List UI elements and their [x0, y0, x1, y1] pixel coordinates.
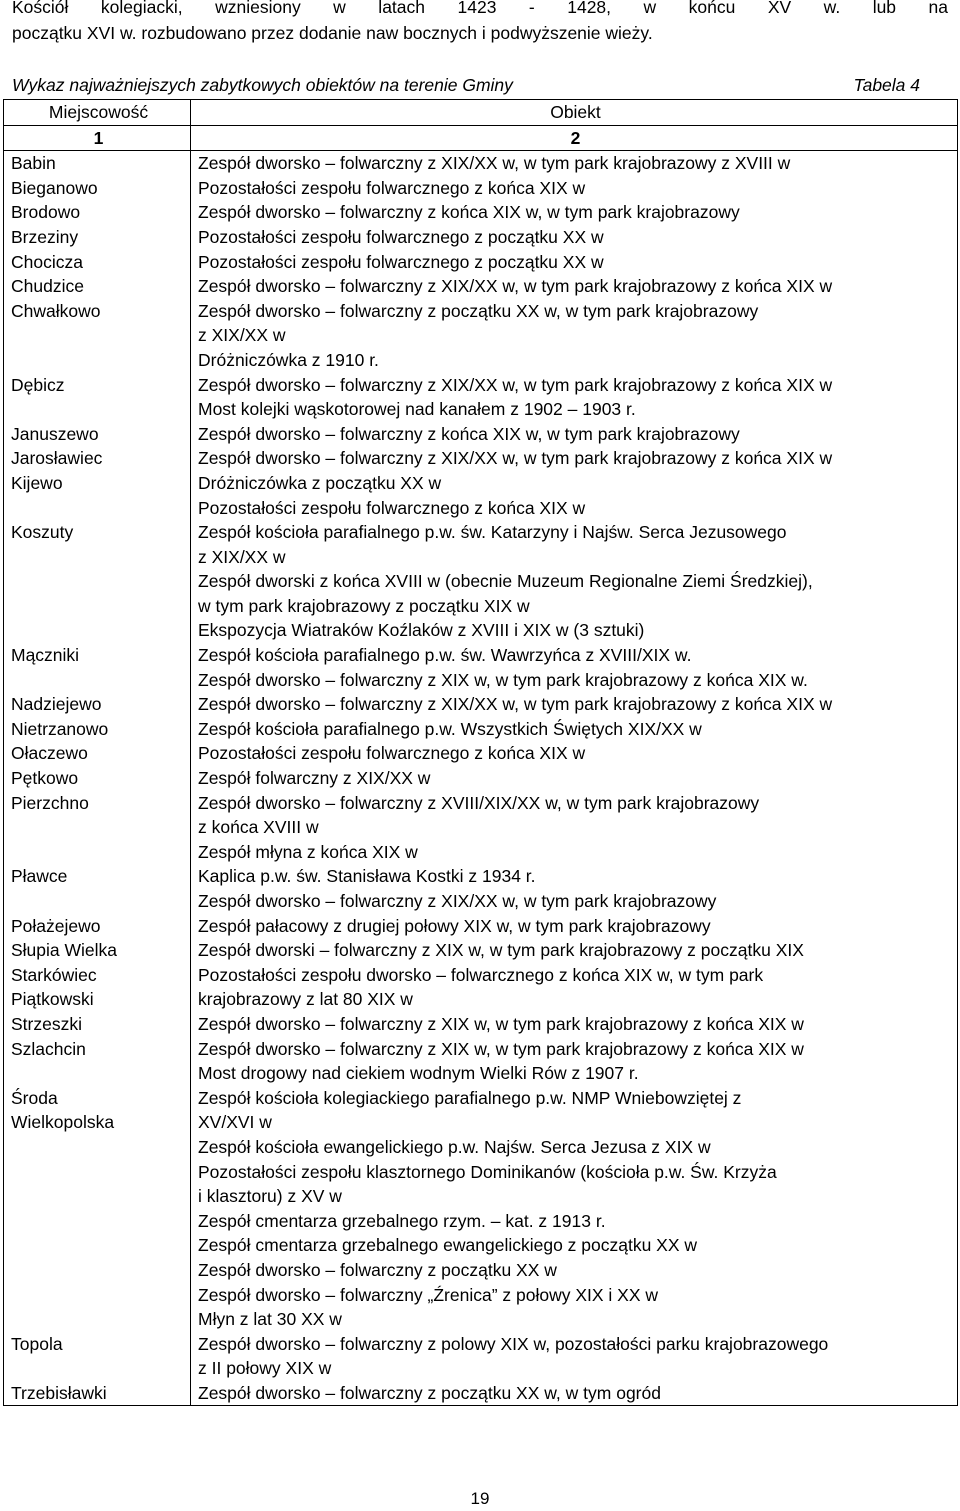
- place-name: Mączniki: [11, 645, 80, 666]
- place-name: Jarosławiec: [11, 448, 103, 469]
- table-number: Tabela 4: [853, 75, 920, 95]
- object-line: Zespół dworsko – folwarczny z XIX/XX w, w tym park krajobrazowy z końca XIX w: [198, 374, 833, 395]
- object-cell: [191, 741, 958, 766]
- object-line: Zespół dworsko – folwarczny z końca XIX w, w tym park krajobrazowy: [198, 202, 740, 223]
- place-cell: [4, 1332, 191, 1381]
- table-row: [4, 176, 958, 201]
- object-line: Zespół dworski z końca XVIII w (obecnie Muzeum Regionalne Ziemi Średzkiej),: [198, 571, 813, 592]
- object-line: Most kolejki wąskotorowej nad kanałem z 1902 – 1903 r.: [198, 399, 636, 420]
- place-name: Brzeziny: [11, 226, 79, 247]
- place-cell: [4, 176, 191, 201]
- table-row: [4, 446, 958, 471]
- object-cell: [191, 274, 958, 299]
- object-cell: [191, 1332, 958, 1381]
- object-cell: [191, 520, 958, 643]
- object-cell: [191, 643, 958, 692]
- table-row: [4, 914, 958, 939]
- object-line: z końca XVIII w: [198, 817, 319, 838]
- object-line: XV/XVI w: [198, 1112, 272, 1133]
- table-row: [4, 1037, 958, 1086]
- place-cell: [4, 864, 191, 913]
- object-line: i klasztoru) z XV w: [198, 1186, 342, 1207]
- place-name-part: Piątkowski: [11, 989, 94, 1010]
- place-cell: [4, 1381, 191, 1406]
- object-line: Zespół dworsko – folwarczny z początku XX w: [198, 1259, 557, 1280]
- place-name: Kijewo: [11, 472, 63, 493]
- object-cell: [191, 717, 958, 742]
- object-line: Zespół dworsko – folwarczny z XVIII/XIX/XX w, w tym park krajobrazowy: [198, 792, 760, 813]
- object-cell: [191, 1012, 958, 1037]
- object-cell: [191, 1037, 958, 1086]
- object-line: Zespół pałacowy z drugiej połowy XIX w, w tym park krajobrazowy: [198, 915, 711, 936]
- object-cell: [191, 200, 958, 225]
- place-name: Ołaczewo: [11, 743, 88, 764]
- place-cell: [4, 520, 191, 643]
- place-name: Nadziejewo: [11, 694, 102, 715]
- monuments-table: [3, 99, 958, 1406]
- object-cell: [191, 151, 958, 176]
- place-cell: [4, 250, 191, 275]
- table-row: [4, 938, 958, 963]
- object-cell: [191, 471, 958, 520]
- object-line: Zespół folwarczny z XIX/XX w: [198, 768, 431, 789]
- object-line: Pozostałości zespołu folwarcznego z końca XIX w: [198, 177, 586, 198]
- intro-paragraph: [12, 0, 948, 46]
- object-cell: [191, 299, 958, 373]
- place-cell: [4, 299, 191, 373]
- place-name: Koszuty: [11, 522, 74, 543]
- table-row: [4, 643, 958, 692]
- object-line: Pozostałości zespołu folwarcznego z początku XX w: [198, 251, 604, 272]
- object-line: Ekspozycja Wiatraków Koźlaków z XVIII i XIX w (3 sztuki): [198, 620, 645, 641]
- object-cell: [191, 963, 958, 1012]
- place-name: Dębicz: [11, 374, 65, 395]
- place-name: Chocicza: [11, 251, 83, 272]
- place-name: Babin: [11, 153, 56, 174]
- object-cell: [191, 373, 958, 422]
- place-cell: [4, 766, 191, 791]
- object-cell: [191, 1381, 958, 1406]
- table-row: [4, 791, 958, 865]
- place-cell: [4, 692, 191, 717]
- object-line: Zespół dworsko – folwarczny z XIX/XX w, w tym park krajobrazowy z końca XIX w: [198, 276, 833, 297]
- object-line: Zespół dworsko – folwarczny z XIX/XX w, w tym park krajobrazowy: [198, 891, 717, 911]
- table-row: [4, 717, 958, 742]
- object-line: Zespół dworsko – folwarczny z XIX w, w tym park krajobrazowy z końca XIX w.: [198, 669, 808, 690]
- object-line: Zespół cmentarza grzebalnego rzym. – kat. z 1913 r.: [198, 1210, 606, 1231]
- table-row: [4, 741, 958, 766]
- object-line: Zespół kościoła ewangelickiego p.w. Najśw. Serca Jezusa z XIX w: [198, 1136, 711, 1157]
- object-cell: [191, 791, 958, 865]
- object-line: Młyn z lat 30 XX w: [198, 1309, 342, 1330]
- object-cell: [191, 225, 958, 250]
- column-number-1: 1: [4, 125, 191, 151]
- object-line: Zespół dworsko – folwarczny z końca XIX w, w tym park krajobrazowy: [198, 423, 740, 444]
- table-row: [4, 422, 958, 447]
- place-name: Szlachcin: [11, 1038, 86, 1059]
- table-row: [4, 692, 958, 717]
- place-cell: [4, 151, 191, 176]
- place-name: Brodowo: [11, 202, 81, 223]
- place-cell: [4, 225, 191, 250]
- object-line: Zespół dworsko – folwarczny z początku XX w, w tym ogród: [198, 1382, 661, 1403]
- place-name: Połażejewo: [11, 915, 101, 936]
- object-cell: [191, 766, 958, 791]
- place-name: Nietrzanowo: [11, 718, 109, 739]
- object-line: z II połowy XIX w: [198, 1358, 332, 1379]
- place-cell: [4, 938, 191, 963]
- place-name: Pławce: [11, 866, 68, 887]
- table-row: [4, 1086, 958, 1332]
- object-line: Kaplica p.w. św. Stanisława Kostki z 1934 r.: [198, 866, 536, 887]
- place-cell: [4, 741, 191, 766]
- place-name-part: Wielkopolska: [11, 1112, 115, 1133]
- table-row: [4, 373, 958, 422]
- place-name: Chudzice: [11, 276, 84, 297]
- place-cell: [4, 200, 191, 225]
- place-cell: [4, 446, 191, 471]
- place-name: Pętkowo: [11, 768, 79, 789]
- object-line: Most drogowy nad ciekiem wodnym Wielki Rów z 1907 r.: [198, 1063, 639, 1084]
- object-line: Zespół kościoła parafialnego p.w. Wszystkich Świętych XIX/XX w: [198, 718, 702, 739]
- place-cell: [4, 717, 191, 742]
- object-line: Zespół młyna z końca XIX w: [198, 841, 418, 862]
- place-name-part: Starkówiec: [11, 964, 97, 985]
- table-row: [4, 471, 958, 520]
- object-line: Dróżniczówka z początku XX w: [198, 472, 442, 493]
- table-title: Wykaz najważniejszych zabytkowych obiektów na terenie Gminy: [12, 75, 513, 95]
- object-line: Dróżniczówka z 1910 r.: [198, 349, 379, 370]
- object-cell: [191, 176, 958, 201]
- place-cell: [4, 422, 191, 447]
- place-cell: [4, 914, 191, 939]
- table-caption: [12, 72, 948, 98]
- object-cell: [191, 914, 958, 939]
- table-row: [4, 766, 958, 791]
- place-cell: [4, 643, 191, 692]
- object-line: Zespół dworsko – folwarczny z XIX/XX w, w tym park krajobrazowy z XVIII w: [198, 153, 791, 174]
- place-cell: [4, 1086, 191, 1332]
- header-place: Miejscowość: [4, 100, 191, 126]
- header-object: Obiekt: [191, 100, 958, 126]
- place-name: Pierzchno: [11, 792, 89, 813]
- table-row: [4, 250, 958, 275]
- object-line: w tym park krajobrazowy z początku XIX w: [198, 595, 530, 616]
- object-cell: [191, 938, 958, 963]
- table-row: [4, 151, 958, 176]
- object-line: z XIX/XX w: [198, 546, 286, 567]
- intro-line-2: początku XVI w. rozbudowano przez dodanie naw bocznych i podwyższenie wieży.: [12, 23, 653, 43]
- object-line: Zespół dworsko – folwarczny z XIX w, w tym park krajobrazowy z końca XIX w: [198, 1013, 804, 1034]
- table-row: [4, 1332, 958, 1381]
- table-header-row: [4, 100, 958, 126]
- place-name-part: Środa: [11, 1087, 58, 1108]
- object-line: Zespół kościoła parafialnego p.w. św. Katarzyny i Najśw. Serca Jezusowego: [198, 522, 787, 543]
- table-body: [4, 151, 958, 1406]
- object-line: Pozostałości zespołu klasztornego Dominikanów (kościoła p.w. Św. Krzyża: [198, 1161, 777, 1182]
- place-cell: [4, 1012, 191, 1037]
- table-row: [4, 1012, 958, 1037]
- object-line: Pozostałości zespołu folwarcznego z końca XIX w: [198, 497, 586, 518]
- table-row: [4, 864, 958, 913]
- object-line: Zespół dworsko – folwarczny z polowy XIX w, pozostałości parku krajobrazowego: [198, 1333, 829, 1354]
- object-line: Zespół dworsko – folwarczny z XIX/XX w, w tym park krajobrazowy z końca XIX w: [198, 448, 833, 469]
- object-line: Pozostałości zespołu folwarcznego z początku XX w: [198, 226, 604, 247]
- object-line: krajobrazowy z lat 80 XIX w: [198, 989, 413, 1010]
- place-name: Januszewo: [11, 423, 99, 444]
- table-row: [4, 963, 958, 1012]
- table-row: [4, 1381, 958, 1406]
- object-line: Zespół dworsko – folwarczny z XIX w, w tym park krajobrazowy z końca XIX w: [198, 1038, 804, 1059]
- place-cell: [4, 373, 191, 422]
- place-cell: [4, 274, 191, 299]
- object-cell: [191, 864, 958, 913]
- object-line: Pozostałości zespołu dworsko – folwarcznego z końca XIX w, w tym park: [198, 964, 764, 985]
- object-cell: [191, 692, 958, 717]
- table-row: [4, 274, 958, 299]
- place-name: Chwałkowo: [11, 300, 101, 321]
- object-cell: [191, 446, 958, 471]
- place-name: Topola: [11, 1333, 63, 1354]
- object-cell: [191, 1086, 958, 1332]
- object-line: Zespół dworski – folwarczny z XIX w, w tym park krajobrazowy z początku XIX: [198, 940, 804, 961]
- place-name: Bieganowo: [11, 177, 98, 198]
- object-line: Pozostałości zespołu folwarcznego z końca XIX w: [198, 743, 586, 764]
- place-name: Słupia Wielka: [11, 940, 118, 961]
- object-line: Zespół cmentarza grzebalnego ewangelickiego z początku XX w: [198, 1235, 698, 1256]
- intro-line-1: Kościół kolegiacki, wzniesiony w latach 1423 - 1428, w końcu XV w. lub na: [12, 0, 948, 17]
- place-cell: [4, 791, 191, 865]
- table-row: [4, 520, 958, 643]
- object-line: Zespół dworsko – folwarczny z XIX/XX w, w tym park krajobrazowy z końca XIX w: [198, 694, 833, 715]
- column-number-2: 2: [191, 125, 958, 151]
- object-line: Zespół kościoła kolegiackiego parafialnego p.w. NMP Wniebowziętej z: [198, 1087, 742, 1108]
- place-cell: [4, 471, 191, 520]
- place-name: Strzeszki: [11, 1013, 82, 1034]
- page-number: 19: [470, 1489, 490, 1508]
- table-row: [4, 200, 958, 225]
- place-cell: [4, 963, 191, 1012]
- table-row: [4, 225, 958, 250]
- object-cell: [191, 422, 958, 447]
- table-number-row: [4, 125, 958, 151]
- table-row: [4, 299, 958, 373]
- object-cell: [191, 250, 958, 275]
- place-cell: [4, 1037, 191, 1086]
- object-line: Zespół dworsko – folwarczny „Źrenica” z połowy XIX i XX w: [198, 1284, 659, 1305]
- object-line: Zespół kościoła parafialnego p.w. św. Wawrzyńca z XVIII/XIX w.: [198, 645, 692, 666]
- object-line: z XIX/XX w: [198, 325, 286, 346]
- object-line: Zespół dworsko – folwarczny z początku XX w, w tym park krajobrazowy: [198, 300, 759, 321]
- place-name: Trzebisławki: [11, 1382, 107, 1403]
